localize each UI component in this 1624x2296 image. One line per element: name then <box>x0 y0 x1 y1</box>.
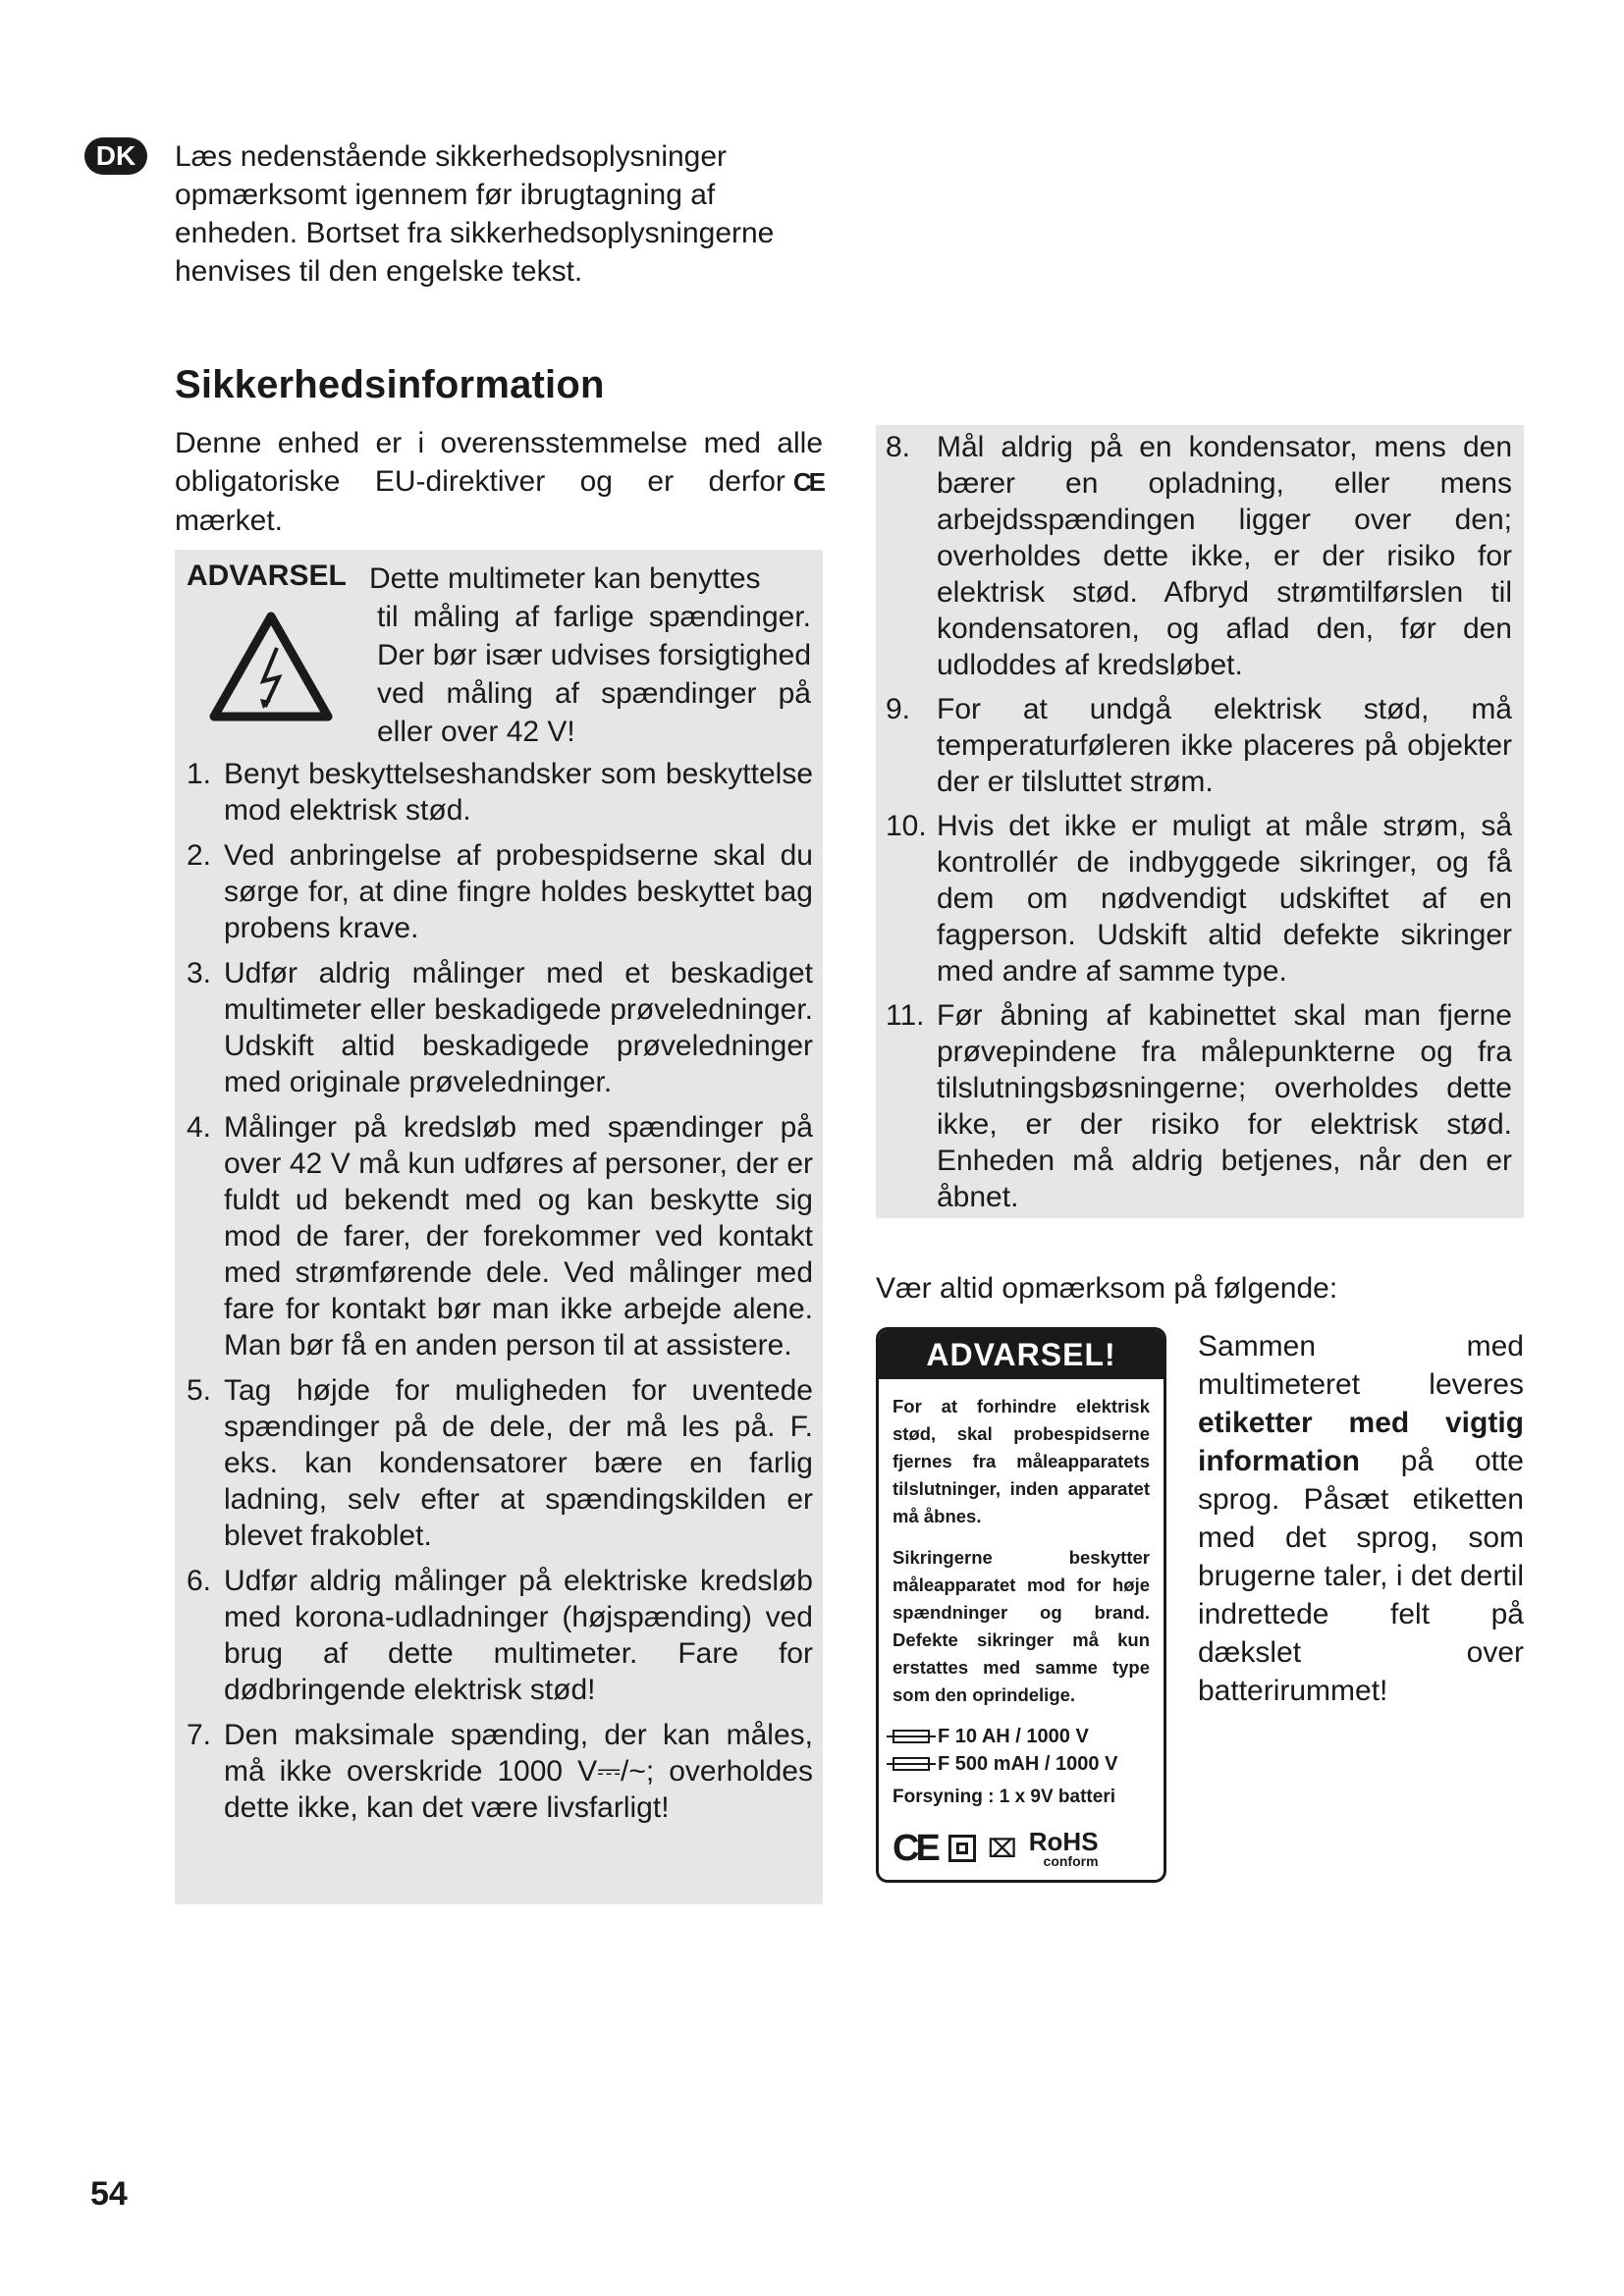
fuse-rating-1: F 10 AH / 1000 V <box>893 1723 1150 1750</box>
list-item: 7. Den maksimale spænding, der kan måles, må ikke overskride 1000 V⎓/~; overholdes dette ikke, kan det være livsfarligt! <box>187 1719 813 1824</box>
warning-first-line: Dette multimeter kan benyttes <box>369 562 761 595</box>
safety-list-left <box>175 756 823 1826</box>
sticker-instructions: Sammen med multimeteret leveres etiketter med vigtig information på otte sprog. Påsæt etiketten med det sprog, som brugerne taler, i det dertil indrettede felt på dækslet over batterirummet! <box>1198 1330 1524 1707</box>
right-warning-panel <box>876 425 1524 1218</box>
list-item: 3. Udfør aldrig målinger med et beskadiget multimeter eller beskadigede prøveledninger. Udskift altid beskadigede prøveledninger med originale prøveledninger. <box>187 957 813 1098</box>
ce-mark: CE <box>792 467 823 497</box>
sticker-marks <box>893 1829 1150 1868</box>
fuse-rating-2: F 500 mAH / 1000 V <box>893 1750 1150 1778</box>
high-voltage-warning-icon <box>208 611 334 722</box>
conformity-suffix: mærket. <box>175 505 284 537</box>
sticker-title: ADVARSEL! <box>879 1330 1164 1379</box>
weee-bin-icon: ⌧ <box>987 1834 1017 1863</box>
sticker-paragraph-2: Sikringerne beskytter måleapparatet mod for høje spændninger og brand. Defekte sikringer må kun erstattes med samme type som den oprindelige. <box>893 1547 1150 1705</box>
list-item: 11. Før åbning af kabinettet skal man fjerne prøvepindene fra målepunkterne og fra tilslutningsbøsningerne; overholdes dette ikke, er der risiko for elektrisk stød. Enheden må aldrig betjenes, når den er åbnet. <box>886 999 1512 1213</box>
list-item: 6. Udfør aldrig målinger på elektriske kredsløb med korona-udladninger (højspænding) ved brug af dette multimeter. Fare for dødbringende elektrisk stød! <box>187 1565 813 1706</box>
list-item: 2. Ved anbringelse af probespidserne skal du sørge for, at dine fingre holdes beskyttet bag probens krave. <box>187 839 813 944</box>
sticker-instructions-bold: etiketter med vigtig information <box>1198 1407 1524 1477</box>
fuse-icon <box>893 1730 930 1743</box>
safety-list-right <box>876 425 1524 1215</box>
list-item: 10. Hvis det ikke er muligt at måle strøm, så kontrollér de indbyggede sikringer, og få dem om nødvendigt udskiftet af en fagperson. Udskift altid defekte sikringer med andre af samme type. <box>886 810 1512 988</box>
left-warning-panel <box>175 550 823 1904</box>
sticker-paragraph-1: For at forhindre elektrisk stød, skal probespidserne fjernes fra måleapparatets tilslutninger, inden apparatet må åbnes. <box>893 1396 1150 1526</box>
list-item: 8. Mål aldrig på en kondensator, mens den bærer en opladning, eller mens arbejdsspændingen ligger over den; overholdes dette ikke, er der risiko for elektrisk stød. Afbryd strømtilførslen til kondensatoren, og aflad den, før den udloddes af kredsløbet. <box>886 431 1512 681</box>
list-item: 1. Benyt beskyttelseshandsker som beskyttelse mod elektrisk stød. <box>187 758 813 827</box>
section-heading: Sikkerhedsinformation <box>175 363 605 406</box>
conformity-paragraph <box>175 424 823 540</box>
warning-block <box>175 550 823 756</box>
sticker-supply: Forsyning : 1 x 9V batteri <box>893 1787 1115 1807</box>
list-item: 4. Målinger på kredsløb med spændinger på over 42 V må kun udføres af personer, der er fuldt ud bekendt med og kan beskytte sig mod de farer, der forekommer ved kontakt med strømførende dele. Ved målinger med fare for kontakt bør man ikke arbejde alene. Man bør få en anden person til at assistere. <box>187 1111 813 1362</box>
note-text: Vær altid opmærksom på følgende: <box>876 1272 1338 1305</box>
sticker-body <box>879 1379 1164 1868</box>
list-item: 5. Tag højde for muligheden for uventede spændinger på de dele, der må les på. F. eks. kan kondensatorer bære en farlig ladning, selv efter at spændingskilden er blevet frakoblet. <box>187 1374 813 1552</box>
conformity-text: Denne enhed er i overensstemmelse med alle obligatoriske EU-direktiver og er derfor <box>175 427 823 498</box>
intro-paragraph: Læs nedenstående sikkerhedsoplysninger opmærksomt igennem før ibrugtagning af enheden. Bortset fra sikkerhedsoplysningerne henvises til den engelske tekst. <box>175 140 775 288</box>
fuse-icon <box>893 1757 930 1771</box>
ce-mark-large: CE <box>893 1828 937 1869</box>
rohs-mark: RoHS conform <box>1028 1827 1099 1869</box>
language-badge: DK <box>84 137 147 175</box>
warning-sticker <box>876 1327 1166 1883</box>
warning-label: ADVARSEL <box>187 560 347 592</box>
double-insulation-icon <box>948 1835 976 1862</box>
list-item: 9. For at undgå elektrisk stød, må temperaturføleren ikke placeres på objekter der er tilsluttet strøm. <box>886 693 1512 798</box>
warning-text: til måling af farlige spændinger. Der bør især udvises forsigtighed ved måling af spændinger på eller over 42 V! <box>377 601 811 748</box>
page-number: 54 <box>90 2175 128 2213</box>
